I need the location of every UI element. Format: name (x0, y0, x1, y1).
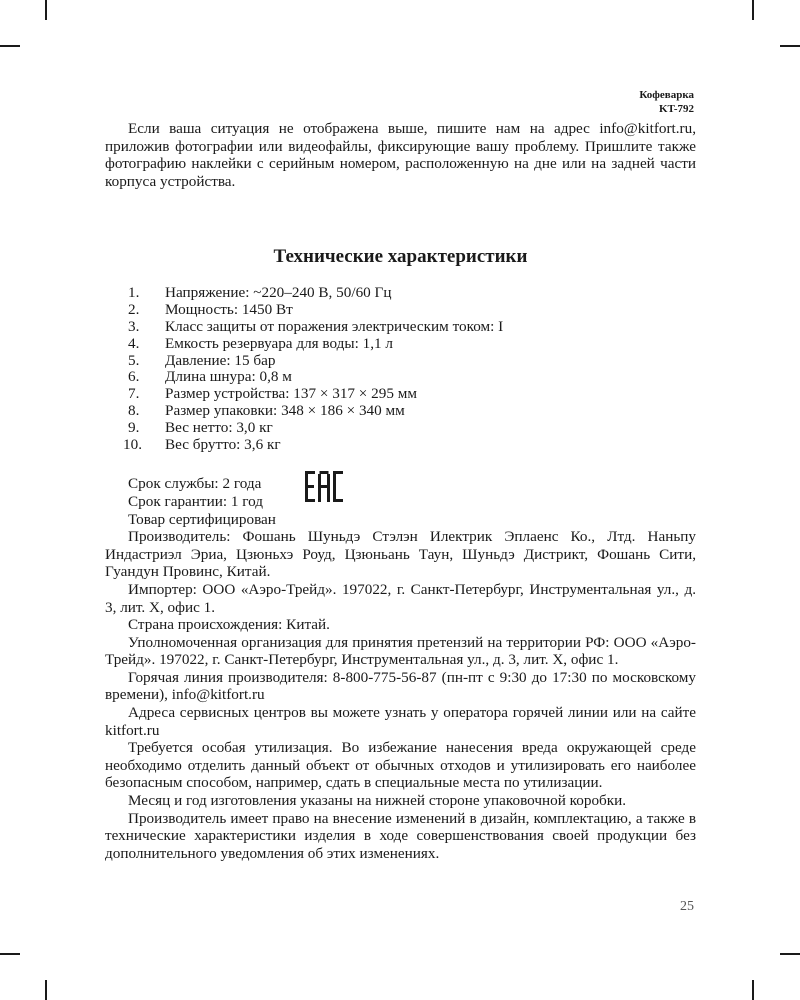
spec-text: Размер упаковки: 348 × 186 × 340 мм (165, 401, 405, 419)
spec-text: Емкость резервуара для воды: 1,1 л (165, 334, 393, 352)
specs-title: Технические характеристики (273, 246, 528, 268)
eac-certification-icon (304, 470, 344, 503)
service-info (105, 475, 696, 528)
crop-mark-top-left (45, 0, 47, 20)
spec-text: Длина шнура: 0,8 м (165, 368, 292, 386)
spec-number: 2. (128, 301, 140, 319)
spec-item (105, 302, 696, 319)
spec-text: Напряжение: ~220–240 В, 50/60 Гц (165, 284, 392, 302)
importer-paragraph: Импортер: ООО «Аэро-Трейд». 197022, г. Санкт-Петербург, Инструментальная ул., д. 3, лит. Х, офис 1. (105, 580, 696, 616)
spec-item (105, 437, 696, 454)
spec-text: Вес брутто: 3,6 кг (165, 435, 281, 453)
spec-number: 3. (128, 317, 140, 335)
spec-item (105, 336, 696, 353)
spec-item (105, 420, 696, 437)
spec-item (105, 369, 696, 386)
origin-paragraph: Страна происхождения: Китай. (128, 616, 330, 634)
manufacture-date-paragraph: Месяц и год изготовления указаны на нижней стороне упаковочной коробки. (128, 792, 627, 810)
spec-number: 6. (128, 368, 140, 386)
changes-paragraph: Производитель имеет право на внесение изменений в дизайн, комплектацию, а также в технические характеристики изделия в ходе совершенствования своей продукции без дополнительного уведомления об этих изменениях. (105, 809, 696, 862)
crop-mark-left-bottom (0, 953, 20, 955)
header-model: KT-792 (658, 103, 694, 115)
spec-text: Размер устройства: 137 × 317 × 295 мм (165, 385, 417, 403)
spec-item (105, 403, 696, 420)
service-life: Срок службы: 2 года (128, 475, 262, 493)
spec-number: 1. (128, 284, 140, 302)
running-header (639, 88, 694, 116)
spec-item (105, 285, 696, 302)
disposal-paragraph: Требуется особая утилизация. Во избежание нанесения вреда окружающей среде необходимо отделить данный объект от обычных отходов и утилизировать его наиболее безопасным способом, например, сдать в специальные места по утилизации. (105, 739, 696, 792)
manufacturer-paragraph: Производитель: Фошань Шуньдэ Стэлэн Илектрик Эплаенс Ко., Лтд. Наньпу Индастриэл Эриа, Цзюньхэ Роуд, Цзюньань Таун, Шуньдэ Дистрикт, Фошань Сити, Гуандун Провинс, Китай. (105, 528, 696, 581)
spec-text: Давление: 15 бар (165, 351, 276, 369)
spec-text: Вес нетто: 3,0 кг (165, 418, 273, 436)
page-number: 25 (680, 899, 694, 914)
header-product: Кофеварка (639, 89, 694, 101)
crop-mark-left-top (0, 45, 20, 47)
authorized-org-paragraph: Уполномоченная организация для принятия претензий на территории РФ: ООО «Аэро-Трейд». 197022, г. Санкт-Петербург, Инструментальная ул., д. 3, лит. Х, офис 1. (105, 633, 696, 669)
spec-number: 7. (128, 385, 140, 403)
spec-item (105, 386, 696, 403)
crop-mark-right-bottom (780, 953, 800, 955)
spec-item (105, 319, 696, 336)
spec-number: 10. (123, 435, 142, 453)
intro-paragraph: Если ваша ситуация не отображена выше, пишите нам на адрес info@kitfort.ru, приложив фотографии или видеофайлы, фиксирующие вашу проблему. Пришлите также фотографию наклейки с серийным номером, расположенную на дне или на задней части корпуса устройства. (105, 120, 696, 190)
specs-list (105, 285, 696, 453)
certification-note: Товар сертифицирован (128, 510, 276, 528)
spec-number: 9. (128, 418, 140, 436)
service-centers-paragraph: Адреса сервисных центров вы можете узнать у оператора горячей линии или на сайте kitfort.ru (105, 704, 696, 739)
hotline-paragraph: Горячая линия производителя: 8-800-775-56-87 (пн-пт с 9:30 до 17:30 по московскому времени), info@kitfort.ru (105, 668, 696, 704)
crop-mark-bottom-right (752, 980, 754, 1000)
spec-number: 8. (128, 401, 140, 419)
spec-text: Класс защиты от поражения электрическим током: I (165, 317, 504, 335)
spec-number: 5. (128, 351, 140, 369)
crop-mark-right-top (780, 45, 800, 47)
spec-text: Мощность: 1450 Вт (165, 301, 293, 319)
page-content (105, 120, 696, 862)
spec-item (105, 353, 696, 370)
crop-mark-top-right (752, 0, 754, 20)
crop-mark-bottom-left (45, 980, 47, 1000)
spec-number: 4. (128, 334, 140, 352)
warranty-period: Срок гарантии: 1 год (128, 492, 263, 510)
